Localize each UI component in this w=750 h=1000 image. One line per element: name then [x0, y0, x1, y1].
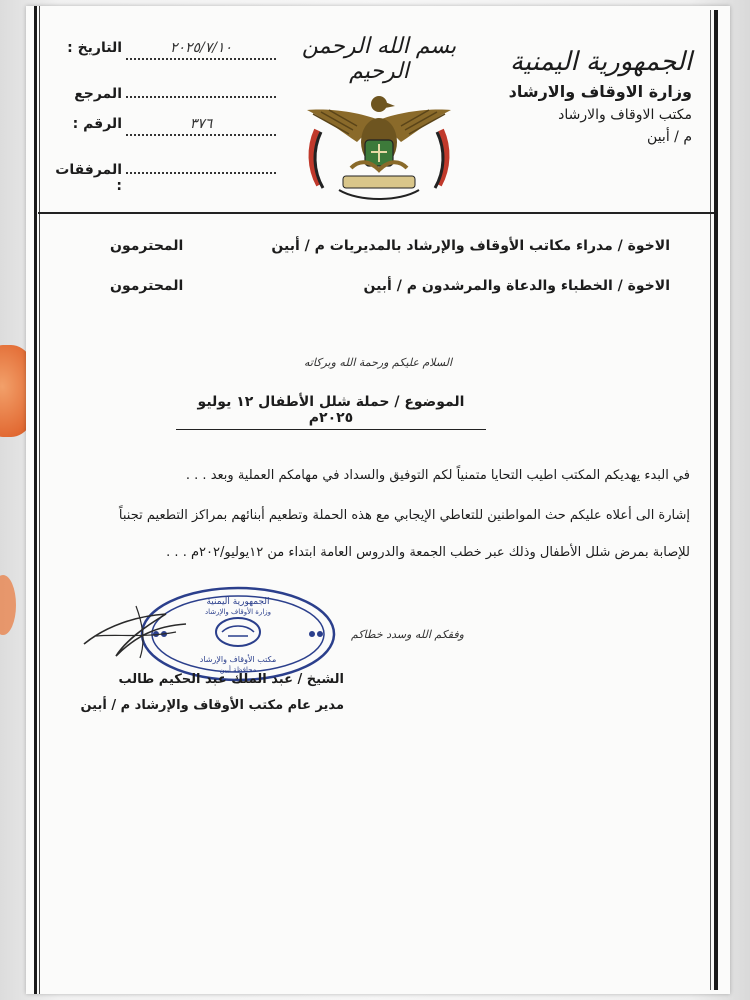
number-field: [62, 116, 282, 154]
stamp-text-4: محافظة أبين: [219, 666, 257, 674]
date-field: [62, 40, 282, 78]
closing-phrase: وفقكم الله وسدد خطاكم: [351, 628, 464, 641]
header-divider: [38, 212, 714, 214]
signer-title: مدير عام مكتب الأوقاف والإرشاد م / أبين: [80, 698, 344, 713]
stamp-text-1: الجمهورية اليمنية: [206, 597, 270, 607]
left-border-line-inner: [39, 6, 40, 994]
yemen-eagle-emblem: [299, 90, 459, 210]
greeting: السلام عليكم ورحمة الله وبركاته: [303, 356, 453, 369]
attachments-field: [55, 154, 282, 194]
reference-field: [62, 78, 282, 116]
addressee-line-2: [110, 278, 670, 294]
ministry-name: وزارة الاوقاف والارشاد: [508, 82, 692, 101]
number-label: الرقم :: [72, 116, 122, 132]
office-name: مكتب الاوقاف والارشاد: [558, 107, 692, 123]
left-border-line: [34, 6, 37, 994]
body-paragraph-2: إشارة الى أعلاه عليكم حث المواطنين للتعاطي الإيجابي مع هذه الحملة وتطعيم أبنائهم بمراكز التطعيم تجنباً: [118, 508, 690, 523]
stamp-text-3: مكتب الأوقاف والإرشاد: [199, 655, 277, 664]
right-border-line-inner: [710, 10, 711, 990]
basmala: بسم الله الرحمن الرحيم: [301, 34, 457, 84]
addressee-line-1: [110, 238, 670, 254]
handwritten-signature: [76, 596, 196, 666]
addressee-1-honorific: المحترمون: [110, 238, 184, 254]
subject-line: الموضوع / حملة شلل الأطفال ١٢ يوليو ٢٠٢٥م: [176, 394, 486, 430]
country-name: الجمهورية اليمنية: [509, 47, 692, 77]
date-label: التاريخ :: [67, 40, 122, 56]
addressee-1-text: الاخوة / مدراء مكاتب الأوقاف والإرشاد بالمديريات م / أبين: [271, 238, 670, 254]
body-paragraph-3: للإصابة بمرض شلل الأطفال وذلك عبر خطب الجمعة والدروس العامة ابتداء من ١٢يوليو/٢٠٢م . . .: [166, 545, 690, 560]
letter-page: [26, 6, 730, 994]
body-paragraph-1: في البدء يهديكم المكتب اطيب التحايا متمنياً لكم التوفيق والسداد في مهامكم العملية وبعد . . .: [185, 468, 690, 483]
date-value: ٢٠٢٥/٧/١٠: [126, 40, 276, 60]
letter-metadata-fields: [55, 40, 282, 194]
letterhead-institution: [462, 44, 692, 148]
addressee-2-text: الاخوة / الخطباء والدعاة والمرشدون م / أبين: [363, 278, 670, 294]
attachments-label: المرفقات :: [55, 162, 122, 194]
letterhead-emblem-block: [274, 34, 484, 210]
attachments-value: [126, 154, 276, 174]
stamp-text-2: وزارة الأوقاف والإرشاد: [204, 608, 272, 616]
number-value: ٣٧٦: [126, 116, 276, 136]
reference-value: [126, 78, 276, 98]
right-border-line: [714, 10, 718, 990]
governorate-name: م / أبين: [647, 129, 692, 145]
reference-label: المرجع: [74, 86, 122, 102]
addressee-2-honorific: المحترمون: [110, 278, 184, 294]
signer-name: الشيخ / عبد الملك عبد الحكيم طالب: [118, 672, 344, 687]
